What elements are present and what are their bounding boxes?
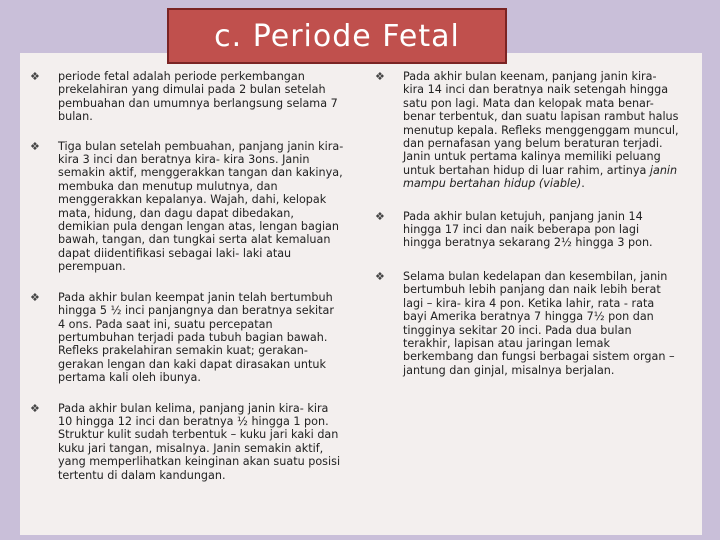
diamond-bullet-icon: ❖ <box>375 70 385 83</box>
paragraph-text: Pada akhir bulan kelima, panjang janin kira- kira 10 hingga 12 inci dan beratnya ½ hingga 1 pon. Struktur kulit sudah terbentuk – kuku jari kaki dan kuku jari tangan, misalnya. Janin semakin aktif, yang memperlihatkan keinginan akan suatu posisi tertentu di dalam kandungan. <box>58 401 341 482</box>
list-item <box>30 70 344 124</box>
diamond-bullet-icon: ❖ <box>30 401 40 415</box>
paragraph-text <box>403 70 680 191</box>
list-item <box>375 70 680 191</box>
diamond-bullet-icon: ❖ <box>30 70 40 83</box>
list-item <box>30 291 344 385</box>
paragraph-text: Tiga bulan setelah pembuahan, panjang janin kira- kira 3 inci dan beratnya kira- kira 3ons. Janin semakin aktif, menggerakkan tangan dan kakinya, membuka dan menutup mulutnya, dan menggerakkan kepalanya. Wajah, dahi, kelopak mata, hidung, dan dagu dapat dibedakan, demikian pula dengan lengan atas, lengan bagian bawah, tangan, dan tungkai serta alat kemaluan dapat diidentifikasi sebagai laki- laki atau perempuan. <box>58 139 344 274</box>
paragraph-text-plain: Pada akhir bulan keenam, panjang janin kira- kira 14 inci dan beratnya naik setengah hingga satu pon lagi. Mata dan kelopak mata benar- benar terbentuk, dan suatu lapisan rambut halus menutup kepala. Refleks menggenggam muncul, dan pernafasan yang belum beraturan terjadi. Janin untuk pertama kalinya memiliki peluang untuk bertahan hidup di luar rahim, artinya <box>403 70 679 177</box>
paragraph-text: Pada akhir bulan ketujuh, panjang janin 14 hingga 17 inci dan naik beberapa pon lagi hingga beratnya sekarang 2½ hingga 3 pon. <box>403 209 653 250</box>
paragraph-text: Pada akhir bulan keempat janin telah bertumbuh hingga 5 ½ inci panjangnya dan beratnya sekitar 4 ons. Pada saat ini, suatu percepatan pertumbuhan terjadi pada tubuh bagian bawah. Refleks prakelahiran semakin kuat; gerakan- gerakan lengan dan kaki dapat dirasakan untuk pertama kali oleh ibunya. <box>58 290 335 385</box>
diamond-bullet-icon: ❖ <box>30 139 40 153</box>
slide-title <box>167 8 507 64</box>
paragraph-text-end: . <box>581 177 585 191</box>
list-item <box>375 270 680 377</box>
list-item <box>30 140 344 274</box>
right-column <box>375 70 680 394</box>
paragraph-text-italic: janin mampu bertahan hidup (viable) <box>403 163 678 191</box>
diamond-bullet-icon: ❖ <box>375 269 385 283</box>
paragraph-text: periode fetal adalah periode perkembangan prekelahiran yang dimulai pada 2 bulan setelah pembuahan dan umumnya berlangsung selama 7 bulan. <box>58 70 338 124</box>
paragraph-text: Selama bulan kedelapan dan kesembilan, janin bertumbuh lebih panjang dan naik lebih berat lagi – kira- kira 4 pon. Ketika lahir, rata - rata bayi Amerika beratnya 7 hingga 7½ pon dan tingginya sekitar 20 inci. Pada dua bulan terakhir, lapisan atau jaringan lemak berkembang dan fungsi berbagai sistem organ – jantung dan ginjal, misalnya berjalan. <box>403 269 675 377</box>
left-column <box>30 70 344 499</box>
diamond-bullet-icon: ❖ <box>30 290 40 304</box>
diamond-bullet-icon: ❖ <box>375 209 385 223</box>
list-item <box>375 210 680 250</box>
slide-title-text: c. Periode Fetal <box>214 18 460 54</box>
list-item <box>30 402 344 482</box>
